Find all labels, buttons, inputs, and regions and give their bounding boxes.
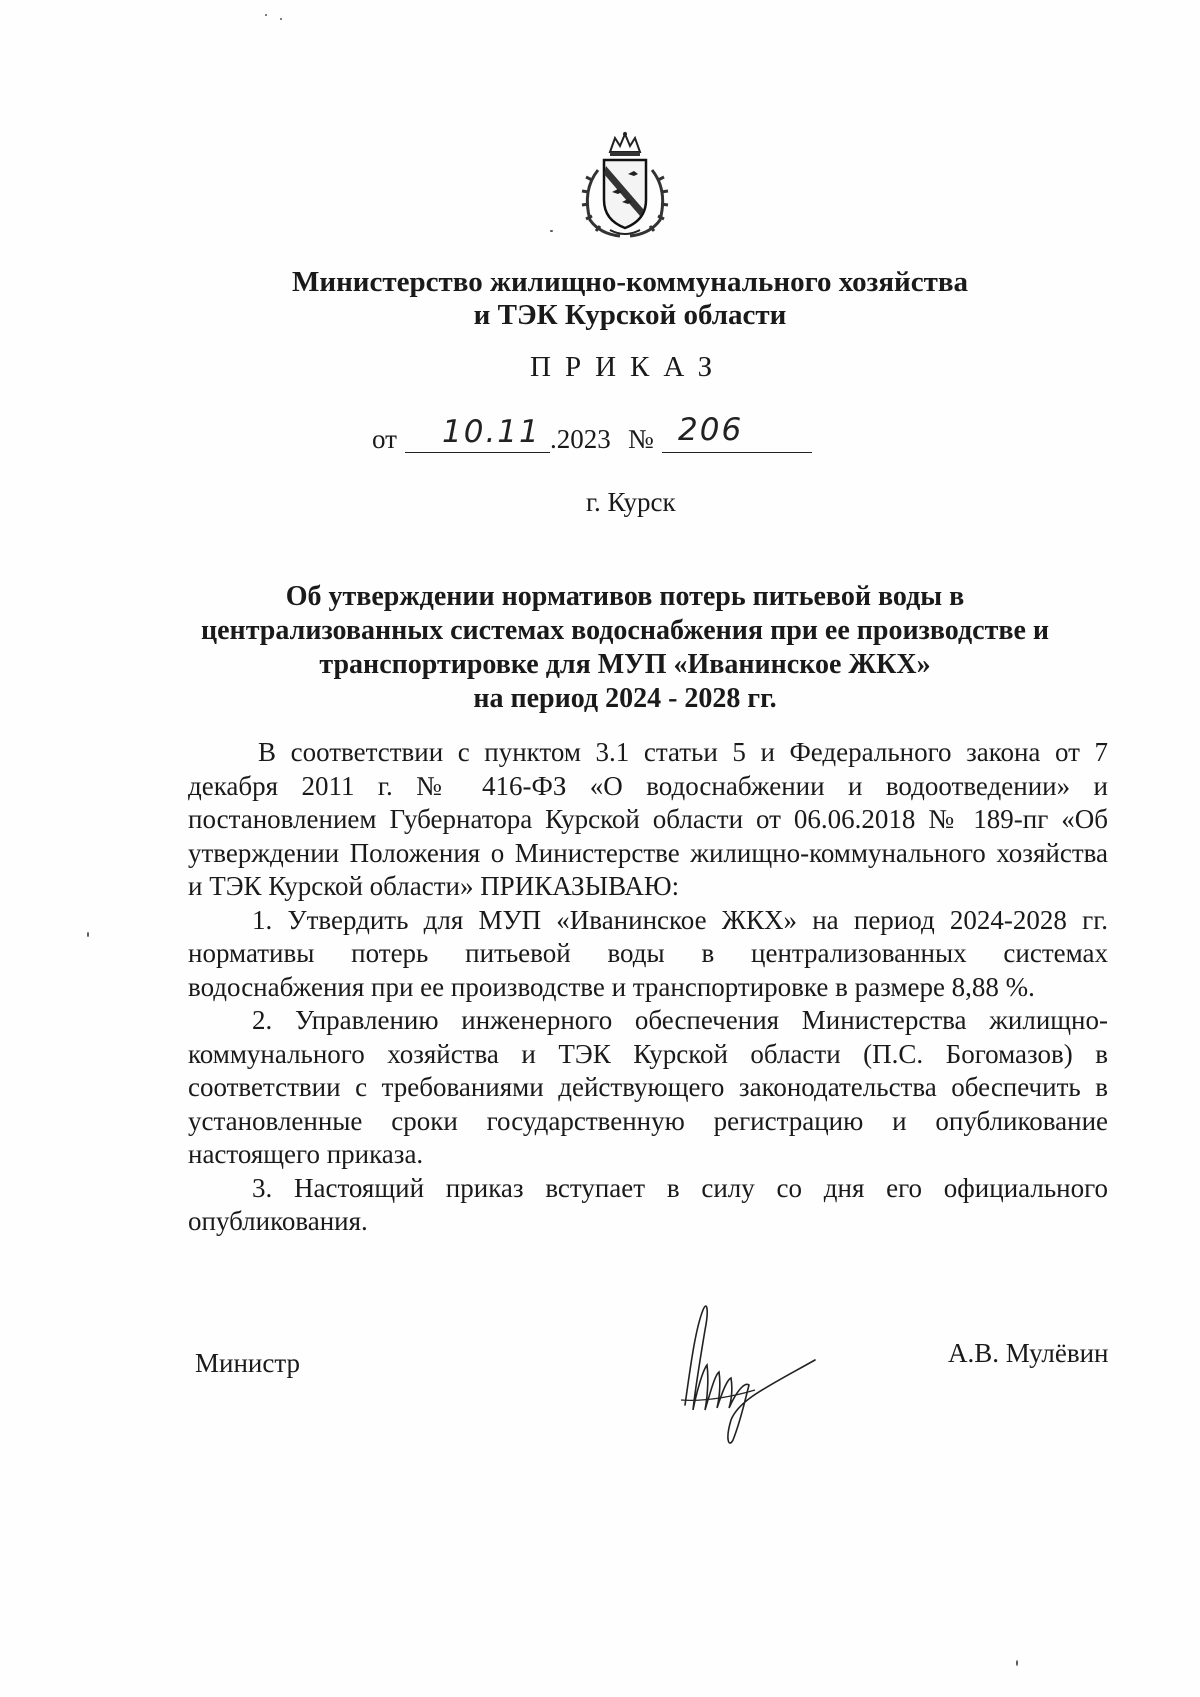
order-body (188, 736, 1108, 1239)
ministry-name (0, 266, 1200, 332)
ministry-name-line-2: и ТЭК Курской области (473, 299, 787, 331)
scan-speck (87, 932, 89, 937)
signature-block (0, 1290, 1200, 1450)
date-prefix: от (372, 424, 397, 454)
item-1-paragraph: 1. Утвердить для МУП «Иванинское ЖКХ» на период 2024-2028 гг. нормативы потерь питьевой воды в централизованных системах водоснабжения при ее производстве и транспортировке в размере 8,88 %. (188, 904, 1108, 1002)
order-year: .2023 (550, 424, 611, 454)
preamble-paragraph: В соответствии с пунктом 3.1 статьи 5 и Федерального закона от 7 декабря 2011 г. № 416-ФЗ «О водоснабжении и водоотведении» и постановлением Губернатора Курской области от 06.06.2018 № 189-пг «Об утверждении Положения о Министерстве жилищно-коммунального хозяйства и ТЭК Курской области» ПРИКАЗЫВАЮ: (188, 737, 1108, 901)
document-type: ПРИКАЗ (530, 351, 727, 383)
item-3-paragraph: 3. Настоящий приказ вступает в силу со дня его официального опубликования. (188, 1172, 1108, 1236)
subject-line-3: транспортировке для МУП «Иванинское ЖКХ» (319, 649, 931, 680)
subject-line-1: Об утверждении нормативов потерь питьевой воды в (285, 581, 965, 612)
coat-of-arms-icon (570, 130, 680, 240)
handwritten-number: 206 (678, 412, 744, 448)
handwritten-signature (645, 1290, 845, 1450)
item-2-paragraph: 2. Управлению инженерного обеспечения Министерства жилищно-коммунального хозяйства и ТЭК Курской области (П.С. Богомазов) в соответствии с требованиями действующего законодательства обеспечить в установленные сроки государственную регистрацию и опубликование настоящего приказа. (188, 1005, 1108, 1169)
order-subject (0, 580, 1200, 716)
scan-speck (1016, 1660, 1018, 1666)
order-date-number-line (372, 412, 900, 454)
city: г. Курск (586, 487, 676, 517)
date-underline (405, 452, 550, 453)
subject-line-4: на период 2024 - 2028 гг. (473, 683, 777, 714)
ministry-name-line-1: Министерство жилищно-коммунального хозяйства (292, 266, 968, 298)
signatory-name: А.В. Мулёвин (948, 1338, 1109, 1368)
handwritten-date: 10.11 (442, 414, 541, 450)
subject-line-2: централизованных системах водоснабжения при ее производстве и (201, 615, 1049, 646)
scan-speck (280, 18, 282, 20)
signatory-role: Министр (195, 1348, 300, 1378)
scan-speck (265, 14, 267, 16)
number-label: № (628, 424, 654, 454)
scan-speck (550, 230, 553, 232)
number-underline (662, 452, 812, 453)
